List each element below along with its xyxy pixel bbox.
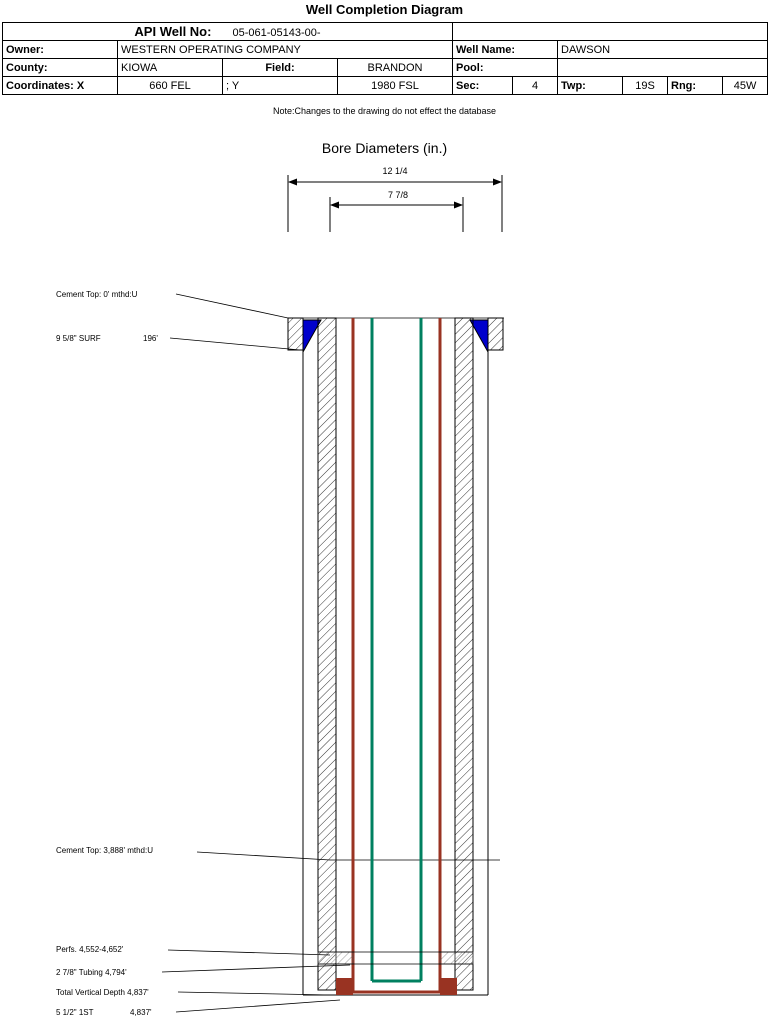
county-label: County: — [3, 59, 118, 77]
api-well-no-value: 05-061-05143-00- — [232, 27, 321, 39]
surface-casing-label: 9 5/8" SURF — [56, 334, 101, 343]
coordinates-y-value: 1980 FSL — [338, 77, 453, 95]
tubing-label: 2 7/8" Tubing 4,794' — [56, 968, 127, 977]
production-casing-string — [353, 318, 440, 992]
well-name-label: Well Name: — [453, 41, 558, 59]
twp-label: Twp: — [558, 77, 623, 95]
sec-label: Sec: — [453, 77, 513, 95]
database-note: Note:Changes to the drawing do not effect the database — [273, 106, 496, 116]
owner-value: WESTERN OPERATING COMPANY — [118, 41, 453, 59]
surface-casing-depth-label: 196' — [143, 334, 158, 343]
total-depth-label: Total Vertical Depth 4,837' — [56, 988, 149, 997]
twp-value: 19S — [623, 77, 668, 95]
production-cement-sheath — [318, 318, 473, 990]
perfs-label: Perfs. 4,552-4,652' — [56, 945, 124, 954]
perforation-interval — [318, 952, 473, 964]
production-casing-depth-label: 4,837' — [130, 1008, 152, 1017]
api-well-no-label: API Well No: — [134, 24, 212, 39]
field-value: BRANDON — [338, 59, 453, 77]
bore-outer-diameter-label: 12 1/4 — [382, 166, 408, 176]
tubing-string — [372, 318, 421, 981]
sec-value: 4 — [513, 77, 558, 95]
bore-dimension-outer — [288, 175, 502, 232]
owner-label: Owner: — [3, 41, 118, 59]
bore-diameters-title: Bore Diameters (in.) — [321, 140, 448, 156]
well-name-value: DAWSON — [558, 41, 768, 59]
bore-dimension-inner — [330, 197, 463, 232]
county-value: KIOWA — [118, 59, 223, 77]
cement-top-surface-label: Cement Top: 0' mthd:U — [56, 290, 138, 299]
coordinates-label: Coordinates: X — [3, 77, 118, 95]
rng-value: 45W — [723, 77, 768, 95]
coordinates-y-label: ; Y — [223, 77, 338, 95]
rng-label: Rng: — [668, 77, 723, 95]
coordinates-x-value: 660 FEL — [118, 77, 223, 95]
field-label: Field: — [223, 59, 338, 77]
bore-inner-diameter-label: 7 7/8 — [387, 190, 409, 200]
production-casing-label: 5 1/2" 1ST — [56, 1008, 94, 1017]
cement-top-production-label: Cement Top: 3,888' mthd:U — [56, 846, 153, 855]
pool-label: Pool: — [453, 59, 558, 77]
page-title: Well Completion Diagram — [305, 2, 464, 17]
